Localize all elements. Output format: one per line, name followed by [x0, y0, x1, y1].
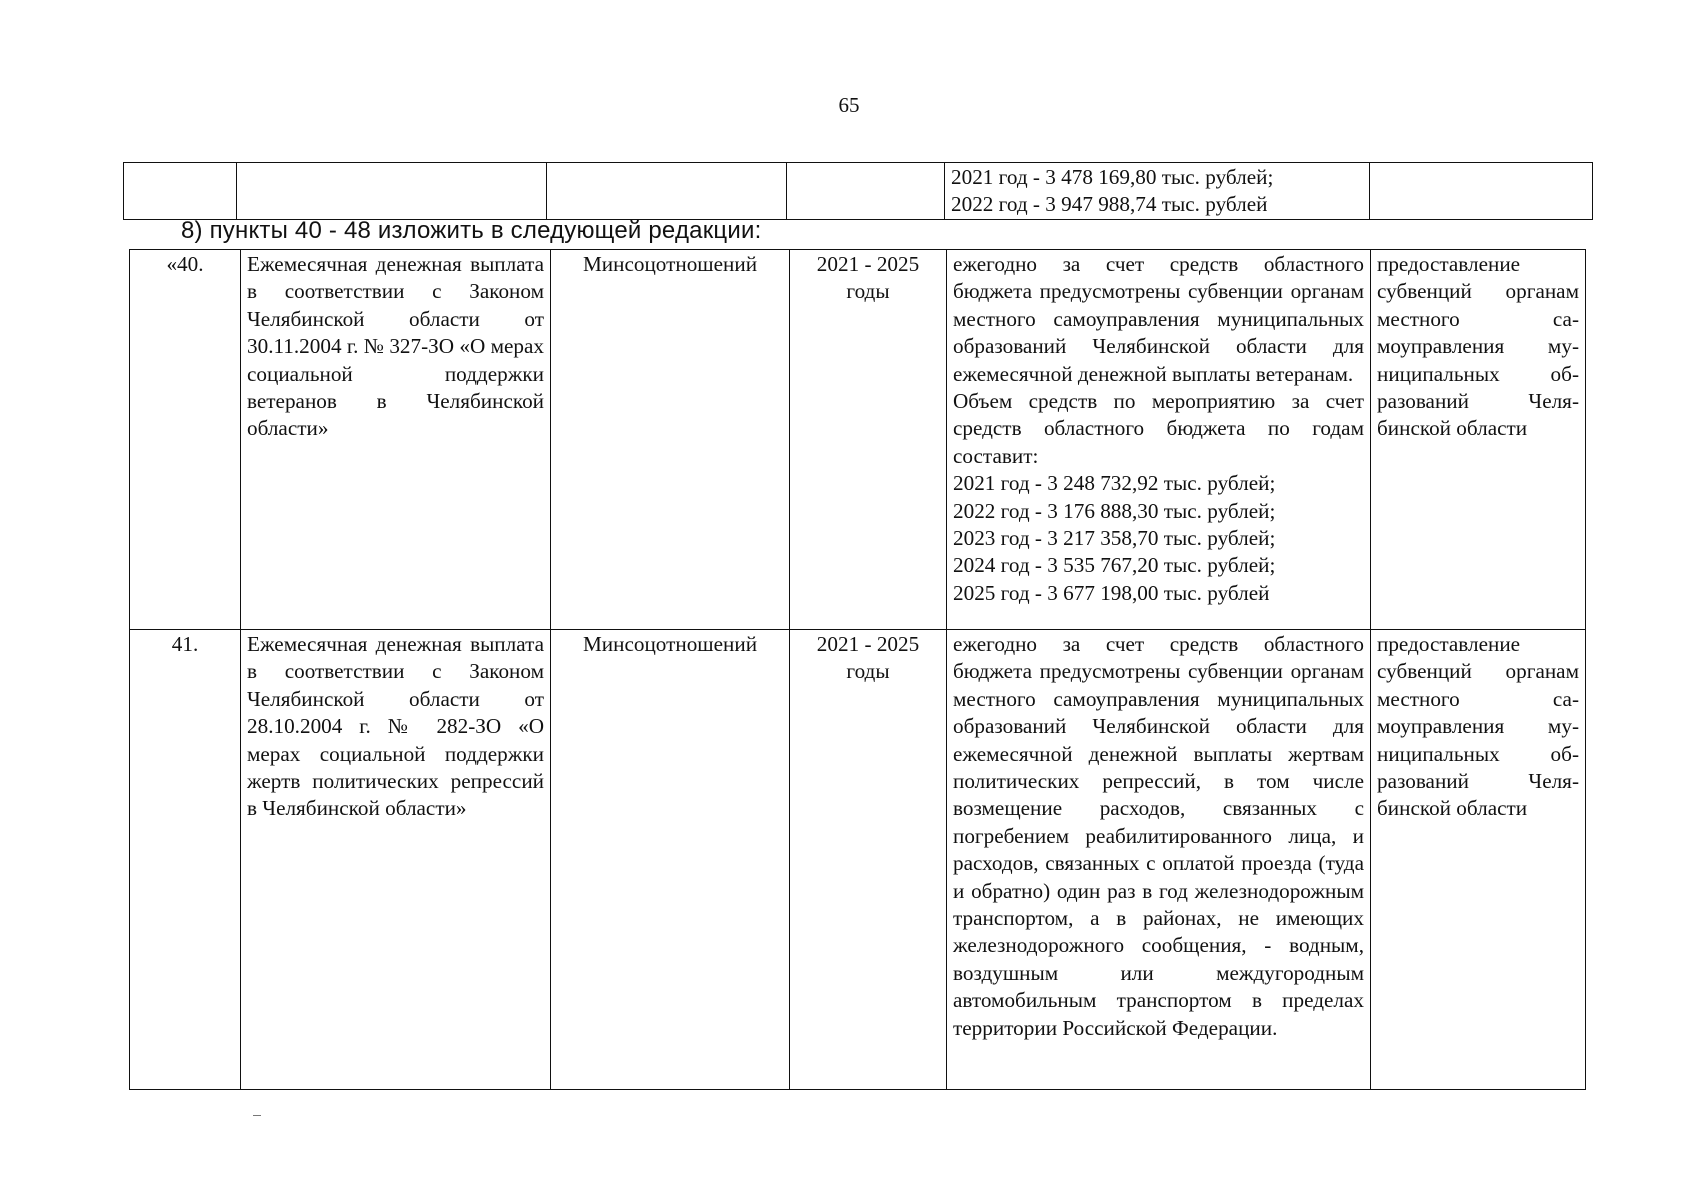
prev-cell-number [124, 163, 237, 220]
amount-line: 2021 год - 3 248 732,92 тыс. рублей; [953, 471, 1276, 496]
row-number: 41. [130, 630, 241, 1090]
previous-table-fragment [123, 162, 1593, 220]
description-text: ежегодно за счет средств областного бюджета предусмотрены субвенции органам местного самоуправления муниципальных образований Челябинской области для ежемесячной денежной выплаты ветеранам. [953, 252, 1364, 386]
prev-amount-line: 2021 год - 3 478 169,80 тыс. рублей; [951, 165, 1274, 189]
prev-cell-period [787, 163, 945, 220]
prev-cell-amounts [945, 163, 1370, 220]
amount-line: 2023 год - 3 217 358,70 тыс. рублей; [953, 526, 1276, 551]
expected-result: предоставление субвенций органам местного самоуправления муниципальных образований Челябинской области [1371, 630, 1586, 1090]
volume-intro: Объем средств по мероприятию за счет средств областного бюджета по годам составит: [953, 389, 1364, 468]
funding-description: ежегодно за счет средств областного бюджета предусмотрены субвенции органам местного самоуправления муниципальных образований Челябинской области для ежемесячной денежной выплаты жертвам политических репрессий, в том числе возмещение расходов, связанных с погребением реабилитированного лица, и расходов, связанных с оплатой проезда (туда и обратно) один раз в год железнодорожным транспортом, а в районах, не имеющих железнодорожного сообщения, - водным, воздушным или междугородным автомобильным транспортом в пределах территории Российской Федерации. [947, 630, 1371, 1090]
executor: Минсоцотношений [551, 630, 790, 1090]
row-number: «40. [130, 250, 241, 630]
scan-mark [253, 1115, 261, 1116]
prev-cell-result [1370, 163, 1593, 220]
prev-cell-executor [547, 163, 787, 220]
measure-name: Ежемесячная денежная выплата в соответствии с Законом Челябинской области от 30.11.2004 г. № 327-ЗО «О мерах социальной поддержки ветеранов в Челябинской области» [241, 250, 551, 630]
measure-name: Ежемесячная денежная выплата в соответствии с Законом Челябинской области от 28.10.2004 г. № 282-ЗО «О мерах социальной поддержки жертв политических репрессий в Челябинской области» [241, 630, 551, 1090]
table-row [130, 630, 1586, 1090]
table-row [130, 250, 1586, 630]
expected-result: предоставление субвенций органам местного самоуправления муниципальных образований Челябинской области [1371, 250, 1586, 630]
executor: Минсоцотношений [551, 250, 790, 630]
period: 2021 - 2025 годы [790, 630, 947, 1090]
amount-line: 2025 год - 3 677 198,00 тыс. рублей [953, 580, 1270, 605]
period: 2021 - 2025 годы [790, 250, 947, 630]
funding-description [947, 250, 1371, 630]
prev-amount-line: 2022 год - 3 947 988,74 тыс. рублей [951, 192, 1268, 217]
page-number: 65 [838, 93, 860, 117]
amount-line: 2024 год - 3 535 767,20 тыс. рублей; [953, 553, 1276, 578]
amount-line: 2022 год - 3 176 888,30 тыс. рублей; [953, 498, 1276, 523]
measures-table [129, 249, 1586, 1090]
section-heading: 8) пункты 40 - 48 изложить в следующей редакции: [181, 217, 762, 244]
prev-cell-name [237, 163, 547, 220]
